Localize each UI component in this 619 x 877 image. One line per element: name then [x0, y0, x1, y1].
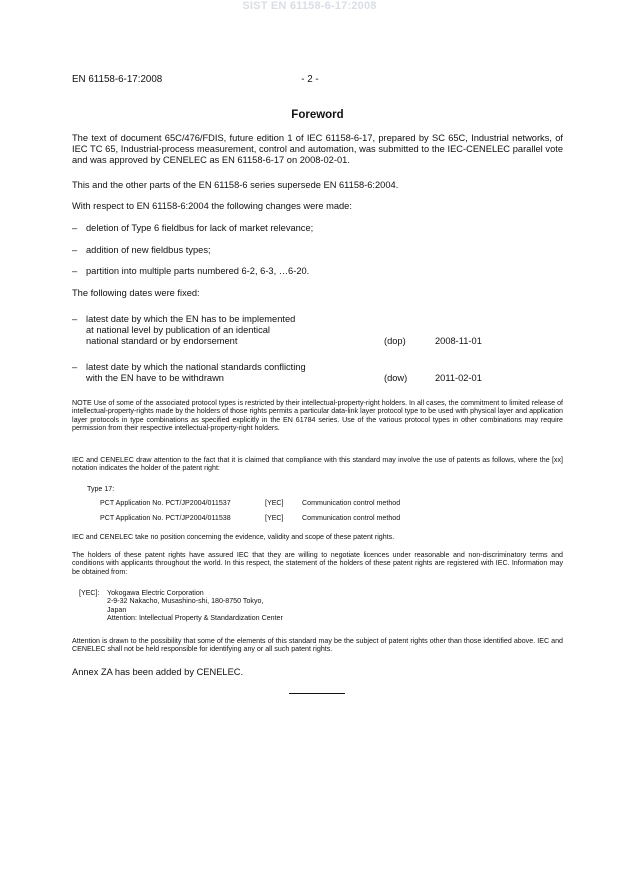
- note-paragraph: NOTE Use of some of the associated protocol types is restricted by their intellectual-property-right holders. In all cases, the commitment to limited release of intellectual-property-rights made by the holders of those rights permits a particular data-link layer protocol type to be used with physical layer and application layer protocols in type combinations as specified explicitly in the EN 61784 series. Use of the various protocol types in other combinations may require permission from their respective intellectual-property-right holders.: [72, 399, 563, 433]
- patent-holder: [YEC]: [265, 514, 284, 522]
- end-divider: [289, 693, 345, 694]
- patent-application: PCT Application No. PCT/JP2004/011538: [100, 514, 231, 522]
- date-code: (dop): [384, 336, 406, 346]
- foreword-paragraph-1: The text of document 65C/476/FDIS, future edition 1 of IEC 61158-6-17, prepared by SC 65C, Industrial networks, of IEC TC 65, Industrial-process measurement, control and automation, was submitted to the IEC-CENELEC parallel vote and was approved by CENELEC as EN 61158-6-17 on 2008-02-01.: [72, 133, 563, 165]
- patent-row: [100, 499, 231, 507]
- attention-paragraph: Attention is drawn to the possibility that some of the elements of this standard may be the subject of patent rights other than those identified above. IEC and CENELEC shall not be held responsible for identifying any or all such patent rights.: [72, 637, 563, 654]
- date-value: 2008-11-01: [435, 336, 482, 346]
- no-position-statement: IEC and CENELEC take no position concerning the evidence, validity and scope of these patent rights.: [72, 533, 395, 541]
- patent-intro: IEC and CENELEC draw attention to the fact that it is claimed that compliance with this standard may involve the use of patents as follows, where the [xx] notation indicates the holder of the patent right:: [72, 456, 563, 473]
- contact-tag: [YEC]:: [79, 589, 100, 597]
- patent-title: Communication control method: [302, 499, 401, 507]
- foreword-paragraph-3: With respect to EN 61158-6:2004 the following changes were made:: [72, 201, 352, 211]
- document-id: EN 61158-6-17:2008: [72, 74, 163, 85]
- date-description: latest date by which the national standards conflicting with the EN have to be withdrawn: [86, 362, 306, 383]
- date-value: 2011-02-01: [435, 373, 482, 383]
- list-dash: –: [72, 245, 78, 255]
- list-dash: –: [72, 314, 78, 324]
- date-description: latest date by which the EN has to be implemented at national level by publication of an identical national standard or by endorsement: [86, 314, 296, 346]
- change-text: partition into multiple parts numbered 6-2, 6-3, …6-20.: [86, 266, 310, 276]
- list-dash: –: [72, 362, 78, 372]
- date-code: (dow): [384, 373, 408, 383]
- patent-title: Communication control method: [302, 514, 401, 522]
- foreword-paragraph-4: The following dates were fixed:: [72, 288, 200, 298]
- annex-statement: Annex ZA has been added by CENELEC.: [72, 667, 244, 677]
- patent-application: PCT Application No. PCT/JP2004/011537: [100, 499, 231, 507]
- page-title: Foreword: [291, 109, 344, 121]
- change-text: deletion of Type 6 fieldbus for lack of market relevance;: [86, 223, 314, 233]
- patent-row: [100, 514, 231, 522]
- holders-assured-paragraph: The holders of these patent rights have assured IEC that they are willing to negotiate licences under reasonable and non-discriminatory terms and conditions with applicants throughout the world. In this respect, the statement of the holders of these patent rights are registered with IEC. Information may be obtained from:: [72, 551, 563, 576]
- list-dash: –: [72, 266, 78, 276]
- change-text: addition of new fieldbus types;: [86, 245, 211, 255]
- list-dash: –: [72, 223, 78, 233]
- page-number: - 2 -: [301, 74, 319, 85]
- patent-holder: [YEC]: [265, 499, 284, 507]
- patent-type-label: Type 17:: [87, 485, 115, 493]
- watermark: SIST EN 61158-6-17:2008: [242, 0, 377, 12]
- foreword-paragraph-2: This and the other parts of the EN 61158-6 series supersede EN 61158-6:2004.: [72, 180, 399, 190]
- contact-address: Yokogawa Electric Corporation 2-9-32 Nakacho, Musashino-shi, 180-8750 Tokyo, Japan Attention: Intellectual Property & Standardization Center: [107, 589, 283, 623]
